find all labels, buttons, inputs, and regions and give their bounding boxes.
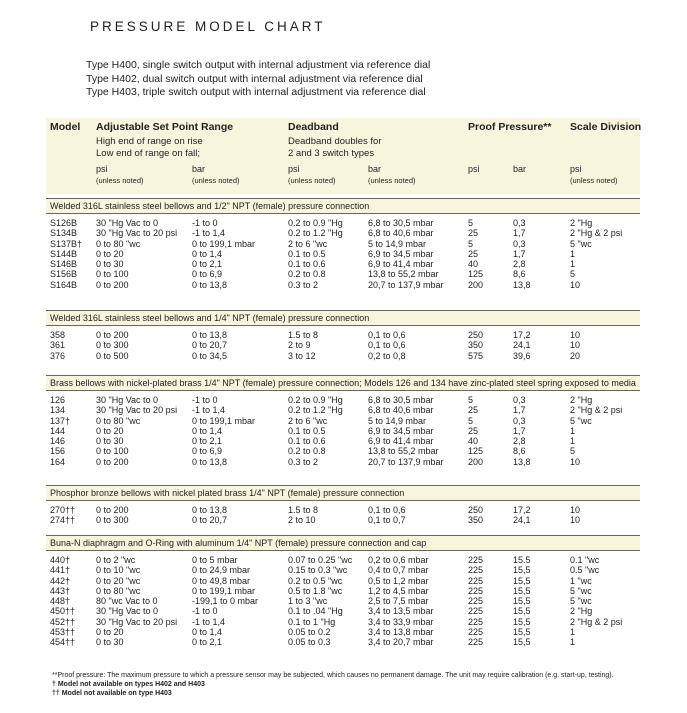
cell-model: S137B† (50, 238, 83, 249)
cell-range-bar: 0 to 5 mbar (192, 555, 238, 565)
cell-range-psi: 0 to 30 (96, 259, 124, 270)
cell-range-bar: 0 to 49,8 mbar (192, 575, 251, 586)
cell-model: S164B (50, 279, 78, 290)
cell-proof-bar: 1,7 (513, 248, 526, 259)
cell-deadband-psi: 0.05 to 0.3 (288, 637, 331, 648)
cell-model: S156B (50, 269, 78, 280)
cell-deadband-bar: 0,1 to 0,6 (368, 340, 406, 351)
cell-deadband-bar: 3,4 to 13,5 mbar (368, 606, 434, 617)
cell-proof-bar: 15,5 (513, 606, 531, 617)
cell-deadband-bar: 3,4 to 20,7 mbar (368, 637, 434, 648)
cell-proof-bar: 1,7 (513, 425, 526, 436)
cell-proof-psi: 5 (468, 238, 474, 249)
cell-deadband-bar: 2,5 to 7,5 mbar (368, 596, 429, 607)
cell-deadband-psi: 0.2 to 0.9 "Hg (288, 395, 343, 405)
cell-scale: 5 "wc (570, 596, 592, 607)
cell-scale: 0.1 "wc (570, 555, 600, 565)
cell-scale: 2 "Hg (570, 218, 593, 228)
table-row (46, 606, 640, 616)
cell-proof-psi: 225 (468, 575, 484, 586)
cell-deadband-bar: 20,7 to 137,9 mbar (368, 279, 444, 290)
cell-proof-psi: 25 (468, 425, 479, 436)
cell-range-psi: 0 to 300 (96, 515, 129, 526)
unit-bar: bar (unless noted) (192, 164, 240, 185)
section-title: Welded 316L stainless steel bellows and 1/2" NPT (female) pressure connection (50, 201, 370, 211)
cell-deadband-psi: 0.07 to 0.25 "wc (288, 555, 353, 565)
cell-proof-psi: 40 (468, 259, 479, 270)
cell-range-psi: 0 to 30 (96, 436, 124, 447)
cell-range-psi: 0 to 80 "wc (96, 585, 141, 596)
unit-bar: bar (unless noted) (368, 164, 416, 185)
cell-proof-psi: 25 (468, 248, 479, 259)
section-rows (46, 218, 640, 290)
footnote-proof: **Proof pressure: The maximum pressure to which a pressure sensor may be subjected, which causes no permanent damage. The unit may require calibration (e.g. start-up, testing). (52, 672, 614, 679)
cell-scale: 5 "wc (570, 238, 592, 249)
header-model: Model (50, 121, 81, 133)
table-row (46, 505, 640, 515)
cell-scale: 5 (570, 446, 576, 457)
cell-range-psi: 0 to 10 "wc (96, 565, 141, 576)
cell-proof-psi: 575 (468, 350, 484, 361)
cell-range-bar: 0 to 2,1 (192, 259, 223, 270)
cell-deadband-psi: 2 to 6 "wc (288, 415, 328, 426)
cell-proof-bar: 0,3 (513, 415, 526, 426)
cell-proof-bar: 0,3 (513, 218, 526, 228)
cell-range-psi: 0 to 200 (96, 456, 129, 467)
table-row (46, 426, 640, 436)
cell-proof-psi: 225 (468, 627, 484, 638)
cell-range-psi: 0 to 80 "wc (96, 238, 141, 249)
header-scale: Scale Division (570, 121, 642, 133)
table-row (46, 351, 640, 361)
cell-proof-psi: 5 (468, 395, 474, 405)
cell-scale: 2 "Hg (570, 395, 593, 405)
cell-scale: 2 "Hg & 2 psi (570, 616, 623, 627)
cell-scale: 5 (570, 269, 576, 280)
cell-deadband-bar: 6,9 to 41,4 mbar (368, 436, 434, 447)
cell-proof-psi: 225 (468, 606, 484, 617)
cell-deadband-bar: 6,8 to 30,5 mbar (368, 395, 434, 405)
cell-model: 144 (50, 425, 66, 436)
cell-scale: 1 (570, 259, 576, 270)
cell-deadband-bar: 0,2 to 0,8 (368, 350, 406, 361)
cell-deadband-psi: 0.1 to 0.6 (288, 259, 326, 270)
cell-proof-bar: 15.5 (513, 555, 531, 565)
cell-deadband-psi: 0.2 to 0.8 (288, 446, 326, 457)
cell-deadband-bar: 6,9 to 34,5 mbar (368, 248, 434, 259)
cell-deadband-psi: 0.3 to 2 (288, 456, 319, 467)
footnote-double-dagger: †† Model not available on type H403 (52, 690, 172, 697)
cell-proof-bar: 15,5 (513, 616, 531, 627)
cell-proof-bar: 24,1 (513, 340, 531, 351)
section-title: Phosphor bronze bellows with nickel plated brass 1/4" NPT (female) pressure connection (50, 488, 405, 498)
cell-range-bar: 0 to 13,8 (192, 279, 228, 290)
cell-deadband-bar: 6,8 to 30,5 mbar (368, 218, 434, 228)
cell-deadband-bar: 0,1 to 0,7 (368, 515, 406, 526)
cell-range-bar: -1 to 0 (192, 395, 218, 405)
cell-range-psi: 30 "Hg Vac to 0 (96, 218, 159, 228)
cell-range-bar: 0 to 13,8 (192, 456, 228, 467)
cell-deadband-psi: 0.2 to 1.2 "Hg (288, 228, 343, 239)
table-row (46, 565, 640, 575)
cell-range-psi: 0 to 300 (96, 340, 129, 351)
cell-proof-bar: 8,6 (513, 269, 526, 280)
cell-model: S126B (50, 218, 78, 228)
section-title: Welded 316L stainless steel bellows and 1/4" NPT (female) pressure connection (50, 313, 370, 323)
cell-proof-bar: 15,5 (513, 585, 531, 596)
section-header (46, 310, 640, 326)
cell-range-psi: 30 "Hg Vac to 0 (96, 606, 159, 617)
cell-model: 443† (50, 585, 71, 596)
cell-model: 164 (50, 456, 66, 467)
footnotes (52, 671, 614, 698)
table-row (46, 555, 640, 565)
cell-scale: 10 (570, 340, 581, 351)
cell-proof-bar: 13,8 (513, 279, 531, 290)
header-deadband-note1: Deadband doubles for (288, 136, 382, 147)
section-rows (46, 505, 640, 526)
cell-proof-bar: 2,8 (513, 436, 526, 447)
cell-deadband-psi: 0.2 to 0.8 (288, 269, 326, 280)
cell-scale: 1 (570, 248, 576, 259)
cell-deadband-bar: 3,4 to 13,8 mbar (368, 627, 434, 638)
cell-model: 442† (50, 575, 71, 586)
cell-range-psi: 0 to 100 (96, 269, 129, 280)
cell-proof-psi: 225 (468, 637, 484, 648)
cell-range-bar: -1 to 1,4 (192, 228, 226, 239)
table-row (46, 395, 640, 405)
table-row (46, 436, 640, 446)
cell-proof-bar: 0,3 (513, 238, 526, 249)
cell-proof-bar: 2,8 (513, 259, 526, 270)
intro-line: Type H403, triple switch output with internal adjustment via reference dial (86, 86, 426, 98)
cell-proof-bar: 17,2 (513, 505, 531, 515)
cell-range-bar: 0 to 24,9 mbar (192, 565, 251, 576)
cell-proof-psi: 25 (468, 228, 479, 239)
table-row (46, 627, 640, 637)
cell-proof-bar: 13,8 (513, 456, 531, 467)
cell-deadband-bar: 0,4 to 0,7 mbar (368, 565, 429, 576)
cell-scale: 5 "wc (570, 585, 592, 596)
cell-deadband-psi: 1.5 to 8 (288, 505, 319, 515)
section-header (46, 198, 640, 214)
cell-deadband-psi: 0.1 to 1 "Hg (288, 616, 336, 627)
unit-psi: psi (unless noted) (570, 164, 618, 185)
cell-deadband-bar: 0,2 to 0,6 mbar (368, 555, 429, 565)
table-row (46, 446, 640, 456)
cell-model: 156 (50, 446, 66, 457)
cell-scale: 1 (570, 436, 576, 447)
cell-range-bar: 0 to 13,8 (192, 330, 228, 340)
intro-line: Type H402, dual switch output with internal adjustment via reference dial (86, 72, 423, 85)
section-rows (46, 555, 640, 648)
cell-deadband-bar: 6,9 to 41,4 mbar (368, 259, 434, 270)
cell-proof-psi: 125 (468, 446, 484, 457)
cell-deadband-psi: 1 to 3 "wc (288, 596, 328, 607)
cell-range-bar: -1 to 0 (192, 218, 218, 228)
cell-range-psi: 30 "Hg Vac to 20 psi (96, 405, 178, 416)
cell-range-psi: 30 "Hg Vac to 20 psi (96, 616, 178, 627)
cell-range-bar: 0 to 34,5 (192, 350, 228, 361)
cell-proof-psi: 350 (468, 515, 484, 526)
cell-proof-bar: 17,2 (513, 330, 531, 340)
table-row (46, 405, 640, 415)
cell-deadband-bar: 0,5 to 1,2 mbar (368, 575, 429, 586)
cell-deadband-bar: 6,8 to 40,6 mbar (368, 228, 434, 239)
cell-scale: 1 (570, 627, 576, 638)
cell-range-psi: 80 "wc Vac to 0 (96, 596, 158, 607)
cell-deadband-bar: 0,1 to 0,6 (368, 330, 406, 340)
cell-proof-bar: 15,5 (513, 575, 531, 586)
table-row (46, 457, 640, 467)
cell-proof-psi: 225 (468, 585, 484, 596)
section-header (46, 485, 640, 501)
cell-scale: 5 "wc (570, 415, 592, 426)
cell-range-bar: 0 to 199,1 mbar (192, 585, 256, 596)
cell-range-psi: 0 to 20 (96, 425, 124, 436)
section-rows (46, 395, 640, 467)
cell-model: 441† (50, 565, 71, 576)
cell-range-bar: 0 to 2,1 (192, 637, 223, 648)
cell-range-bar: 0 to 199,1 mbar (192, 238, 256, 249)
table-row (46, 515, 640, 525)
table-row (46, 586, 640, 596)
cell-model: 452†† (50, 616, 76, 627)
cell-deadband-psi: 2 to 6 "wc (288, 238, 328, 249)
cell-proof-psi: 125 (468, 269, 484, 280)
cell-model: 134 (50, 405, 66, 416)
cell-deadband-psi: 0.5 to 1.8 "wc (288, 585, 343, 596)
footnote-dagger: † Model not available on types H402 and H403 (52, 681, 205, 688)
cell-range-bar: 0 to 199,1 mbar (192, 415, 256, 426)
cell-range-bar: 0 to 1,4 (192, 425, 223, 436)
cell-proof-bar: 15,5 (513, 596, 531, 607)
cell-range-bar: -1 to 0 (192, 606, 218, 617)
unit-psi: psi (unless noted) (96, 164, 144, 185)
cell-scale: 2 "Hg & 2 psi (570, 405, 623, 416)
cell-model: 274†† (50, 515, 76, 526)
cell-model: 454†† (50, 637, 76, 648)
cell-deadband-bar: 5 to 14,9 mbar (368, 238, 427, 249)
cell-range-psi: 30 "Hg Vac to 0 (96, 395, 159, 405)
cell-deadband-psi: 0.1 to 0.5 (288, 248, 326, 259)
cell-range-psi: 0 to 200 (96, 330, 129, 340)
cell-range-psi: 0 to 20 "wc (96, 575, 141, 586)
section-rows (46, 330, 640, 361)
section-header (46, 375, 640, 391)
header-deadband: Deadband (288, 121, 339, 133)
header-adjustable-note2: Low end of range on fall; (96, 148, 201, 159)
cell-proof-bar: 15,5 (513, 565, 531, 576)
cell-deadband-psi: 1.5 to 8 (288, 330, 319, 340)
cell-deadband-bar: 6,8 to 40,6 mbar (368, 405, 434, 416)
cell-proof-psi: 250 (468, 330, 484, 340)
intro-text (86, 59, 430, 100)
header-deadband-note2: 2 and 3 switch types (288, 148, 375, 159)
cell-model: 270†† (50, 505, 76, 515)
cell-range-bar: -1 to 1,4 (192, 616, 226, 627)
cell-proof-bar: 15,5 (513, 637, 531, 648)
cell-model: 453†† (50, 627, 76, 638)
cell-deadband-bar: 1,2 to 4,5 mbar (368, 585, 429, 596)
cell-scale: 10 (570, 505, 581, 515)
cell-deadband-psi: 0.2 to 1.2 "Hg (288, 405, 343, 416)
cell-range-bar: 0 to 1,4 (192, 248, 223, 259)
cell-proof-psi: 225 (468, 596, 484, 607)
cell-range-psi: 0 to 200 (96, 505, 129, 515)
cell-deadband-bar: 0,1 to 0,6 (368, 505, 406, 515)
cell-deadband-bar: 3,4 to 33,9 mbar (368, 616, 434, 627)
table-row (46, 330, 640, 340)
cell-scale: 1 "wc (570, 575, 592, 586)
cell-deadband-bar: 5 to 14,9 mbar (368, 415, 427, 426)
table-row (46, 269, 640, 279)
table-row (46, 239, 640, 249)
cell-range-psi: 0 to 30 (96, 637, 124, 648)
cell-range-bar: -1 to 1,4 (192, 405, 226, 416)
table-row (46, 637, 640, 647)
cell-range-bar: -199,1 to 0 mbar (192, 596, 259, 607)
cell-model: 137† (50, 415, 71, 426)
cell-deadband-psi: 2 to 9 (288, 340, 311, 351)
cell-range-bar: 0 to 13,8 (192, 505, 228, 515)
cell-scale: 0.5 "wc (570, 565, 600, 576)
cell-model: 361 (50, 340, 66, 351)
page-title: PRESSURE MODEL CHART (90, 19, 326, 34)
cell-proof-psi: 40 (468, 436, 479, 447)
cell-proof-bar: 8,6 (513, 446, 526, 457)
cell-proof-psi: 5 (468, 218, 474, 228)
cell-proof-psi: 25 (468, 405, 479, 416)
table-row (46, 596, 640, 606)
section-header (46, 535, 640, 551)
table-row (46, 617, 640, 627)
cell-deadband-psi: 0.1 to .04 "Hg (288, 606, 343, 617)
cell-model: S134B (50, 228, 78, 239)
cell-model: 358 (50, 330, 66, 340)
cell-model: S146B (50, 259, 78, 270)
cell-deadband-psi: 0.15 to 0.3 "wc (288, 565, 348, 576)
cell-scale: 20 (570, 350, 581, 361)
cell-deadband-psi: 2 to 10 (288, 515, 316, 526)
cell-range-psi: 0 to 20 (96, 627, 124, 638)
cell-range-bar: 0 to 6,9 (192, 269, 223, 280)
table-row (46, 218, 640, 228)
table-row (46, 416, 640, 426)
cell-range-bar: 0 to 2,1 (192, 436, 223, 447)
cell-range-psi: 0 to 20 (96, 248, 124, 259)
cell-scale: 2 "Hg (570, 606, 593, 617)
cell-proof-bar: 24,1 (513, 515, 531, 526)
cell-deadband-bar: 20,7 to 137,9 mbar (368, 456, 444, 467)
cell-model: 440† (50, 555, 71, 565)
table-row (46, 280, 640, 290)
cell-scale: 10 (570, 330, 581, 340)
cell-proof-psi: 250 (468, 505, 484, 515)
cell-scale: 1 (570, 637, 576, 648)
header-adjustable: Adjustable Set Point Range (96, 121, 234, 133)
cell-deadband-psi: 0.1 to 0.5 (288, 425, 326, 436)
cell-model: S144B (50, 248, 78, 259)
cell-range-psi: 30 "Hg Vac to 20 psi (96, 228, 178, 239)
cell-model: 450†† (50, 606, 76, 617)
unit-psi: psi (468, 164, 480, 174)
cell-range-psi: 0 to 80 "wc (96, 415, 141, 426)
cell-scale: 10 (570, 515, 581, 526)
cell-proof-psi: 225 (468, 565, 484, 576)
cell-range-psi: 0 to 500 (96, 350, 129, 361)
section-title: Brass bellows with nickel-plated brass 1/4" NPT (female) pressure connection; Models 126 and 134 have zinc-plated steel spring exposed to media (50, 378, 636, 388)
cell-proof-psi: 225 (468, 555, 484, 565)
table-row (46, 340, 640, 350)
cell-scale: 10 (570, 279, 581, 290)
table-row (46, 259, 640, 269)
cell-proof-bar: 1,7 (513, 405, 526, 416)
cell-proof-psi: 200 (468, 279, 484, 290)
cell-model: 448† (50, 596, 71, 607)
intro-line: Type H400, single switch output with internal adjustment via reference dial (86, 59, 431, 71)
cell-range-bar: 0 to 20,7 (192, 340, 228, 351)
cell-model: 376 (50, 350, 66, 361)
unit-psi: psi (unless noted) (288, 164, 336, 185)
cell-proof-bar: 15,5 (513, 627, 531, 638)
cell-range-psi: 0 to 100 (96, 446, 129, 457)
cell-deadband-bar: 13,8 to 55,2 mbar (368, 446, 439, 457)
cell-range-bar: 0 to 20,7 (192, 515, 228, 526)
cell-scale: 2 "Hg & 2 psi (570, 228, 623, 239)
cell-deadband-bar: 6,9 to 34,5 mbar (368, 425, 434, 436)
table-row (46, 576, 640, 586)
cell-range-bar: 0 to 1,4 (192, 627, 223, 638)
cell-deadband-psi: 0.2 to 0.5 "wc (288, 575, 343, 586)
header-adjustable-note1: High end of range on rise (96, 136, 203, 147)
header-proof: Proof Pressure** (468, 121, 552, 133)
table-row (46, 228, 640, 238)
cell-proof-bar: 1,7 (513, 228, 526, 239)
cell-deadband-psi: 0.1 to 0.6 (288, 436, 326, 447)
cell-range-bar: 0 to 6,9 (192, 446, 223, 457)
cell-proof-bar: 0,3 (513, 395, 526, 405)
cell-proof-bar: 39,6 (513, 350, 531, 361)
cell-deadband-psi: 3 to 12 (288, 350, 316, 361)
cell-deadband-bar: 13,8 to 55,2 mbar (368, 269, 439, 280)
cell-deadband-psi: 0.2 to 0.9 "Hg (288, 218, 343, 228)
cell-model: 146 (50, 436, 66, 447)
cell-deadband-psi: 0.3 to 2 (288, 279, 319, 290)
section-title: Buna-N diaphragm and O-Ring with aluminum 1/4" NPT (female) pressure connection and cap (50, 538, 427, 548)
cell-proof-psi: 5 (468, 415, 474, 426)
cell-model: 126 (50, 395, 66, 405)
cell-scale: 10 (570, 456, 581, 467)
cell-proof-psi: 350 (468, 340, 484, 351)
cell-range-psi: 0 to 2 "wc (96, 555, 136, 565)
cell-deadband-psi: 0.05 to 0.2 (288, 627, 331, 638)
cell-range-psi: 0 to 200 (96, 279, 129, 290)
table-row (46, 249, 640, 259)
cell-proof-psi: 200 (468, 456, 484, 467)
unit-bar: bar (513, 164, 527, 174)
table-header (46, 118, 640, 194)
cell-scale: 1 (570, 425, 576, 436)
cell-proof-psi: 225 (468, 616, 484, 627)
